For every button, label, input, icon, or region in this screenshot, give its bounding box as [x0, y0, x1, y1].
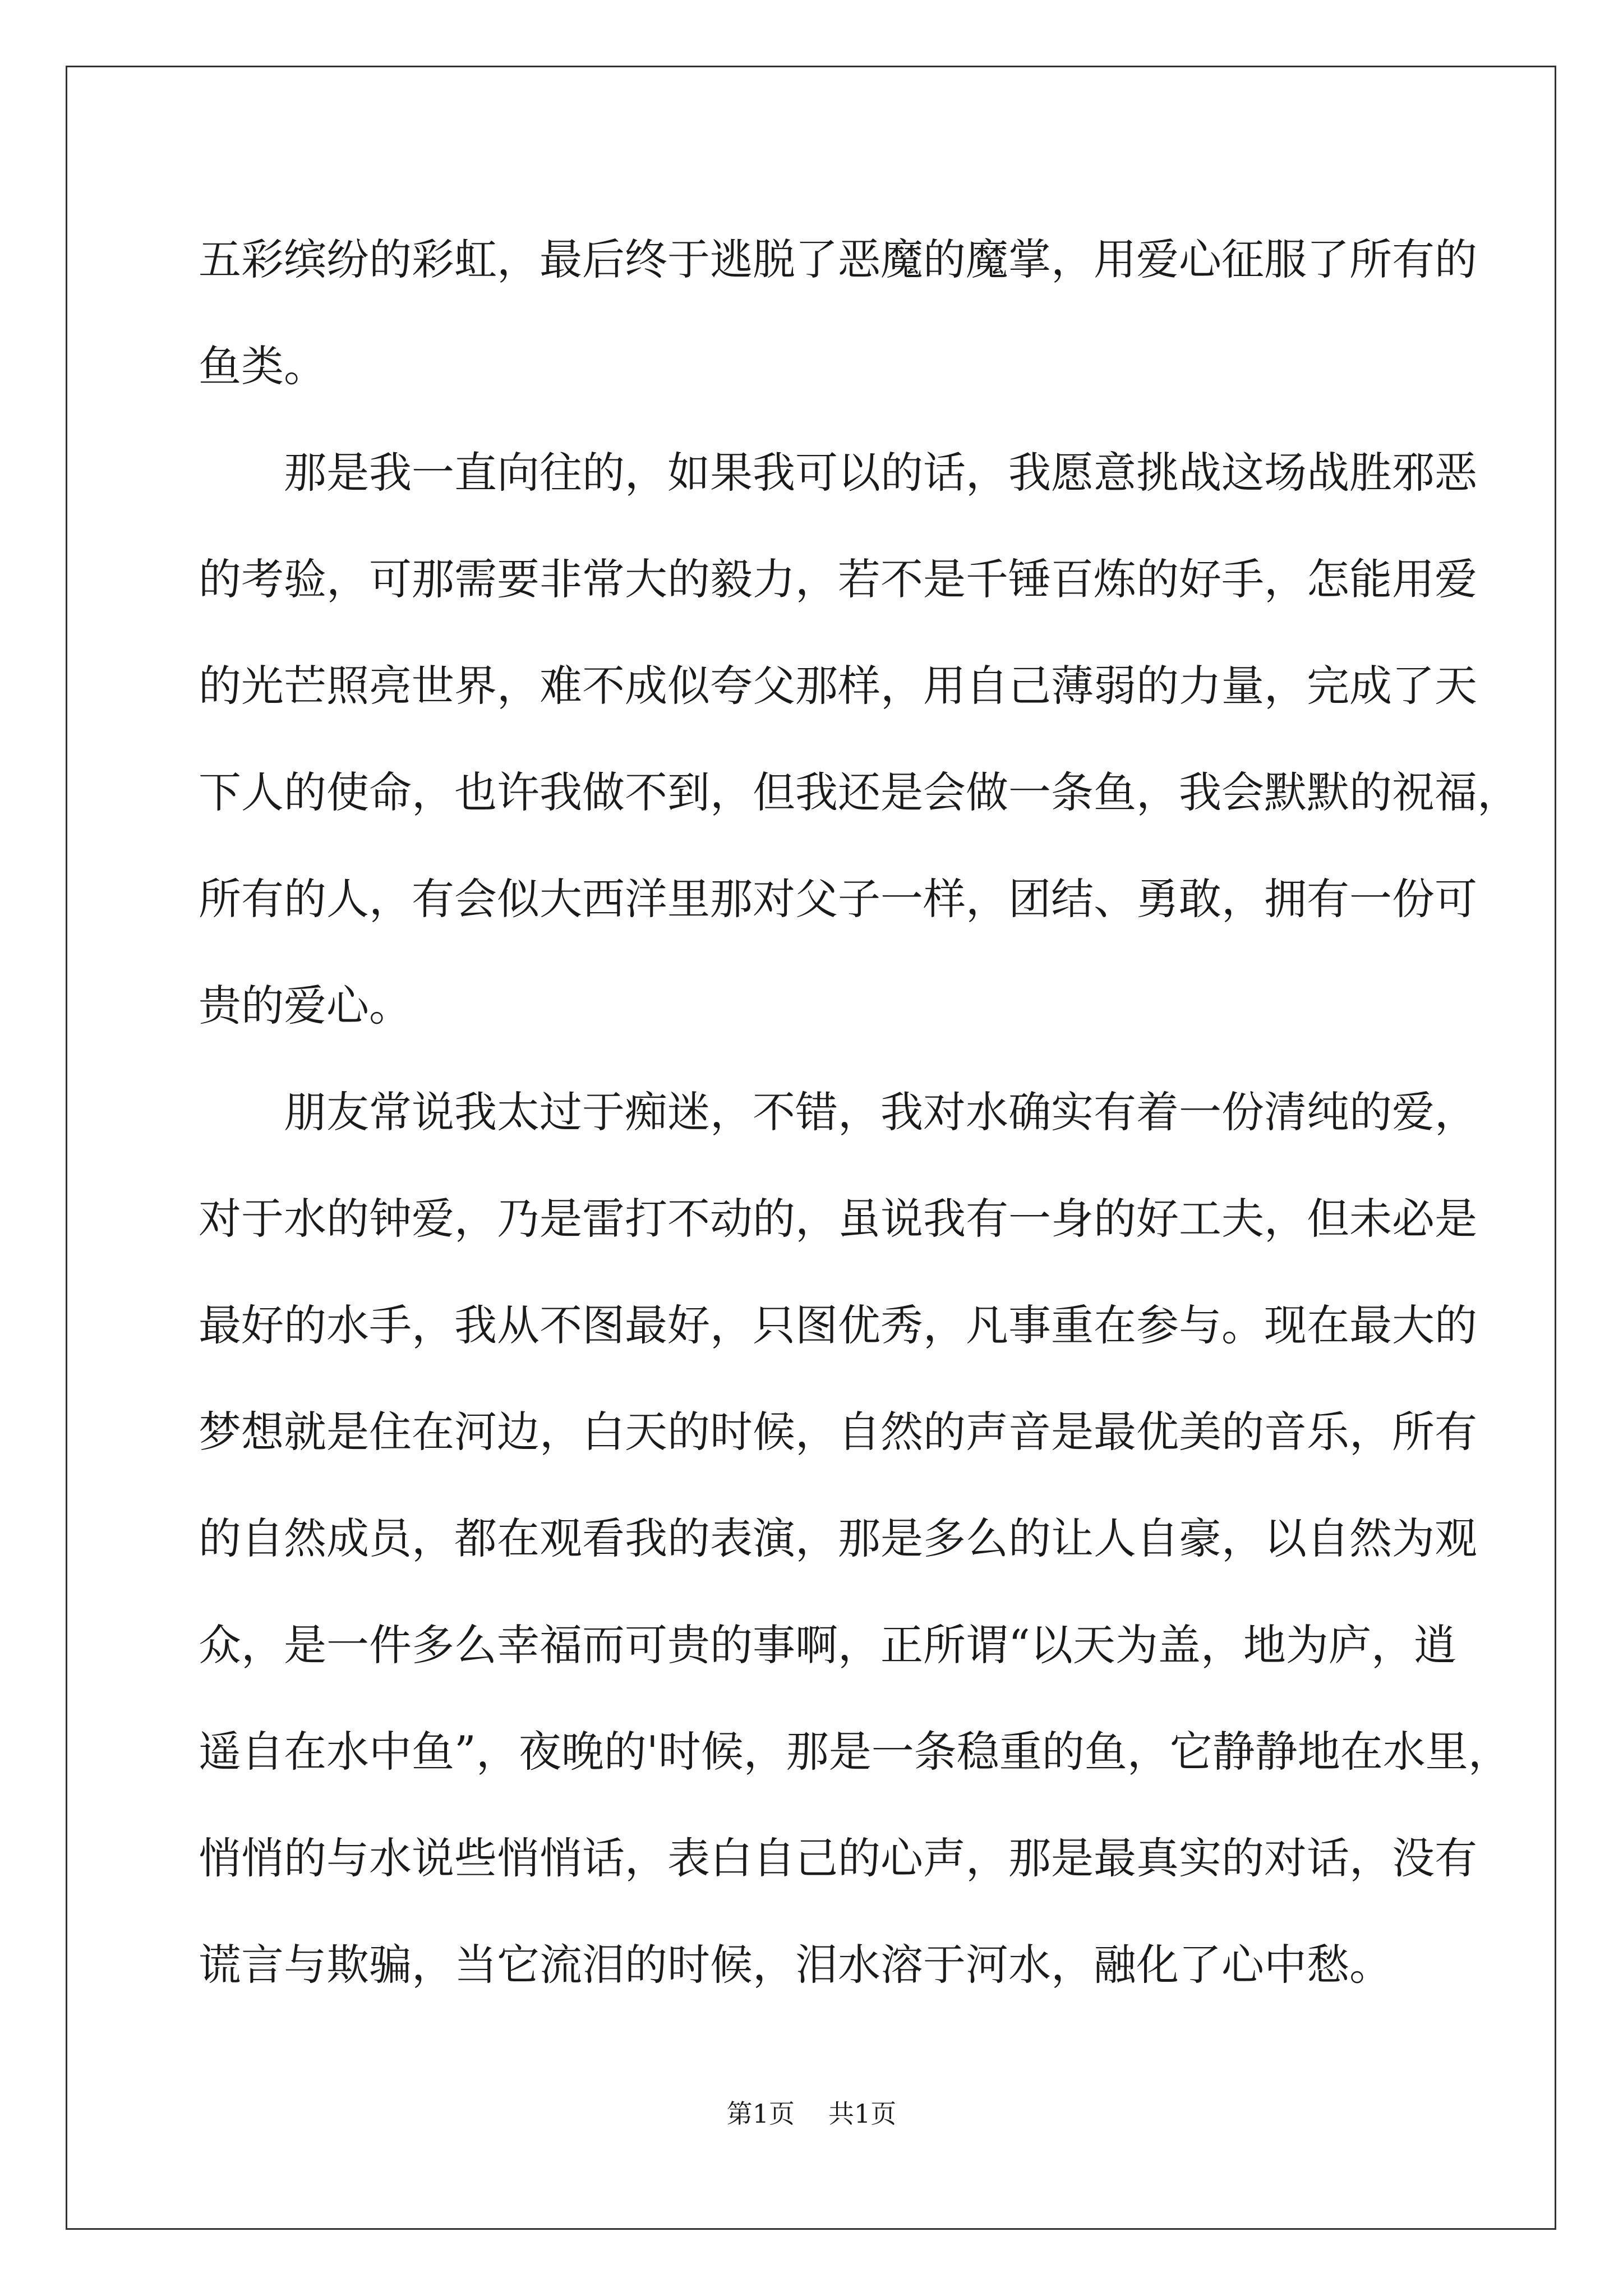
text-line: 所有的人，有会似大西洋里那对父子一样，团结、勇敢，拥有一份可	[199, 874, 1477, 924]
text-line: 朋友常说我太过于痴迷，不错，我对水确实有着一份清纯的爱，	[199, 1087, 1477, 1137]
text-line: 梦想就是住在河边，白天的时候，自然的声音是最优美的音乐，所有	[199, 1407, 1477, 1457]
text-line: 悄悄的与水说些悄悄话，表白自己的心声，那是最真实的对话，没有	[199, 1833, 1477, 1883]
text-line: 的光芒照亮世界，难不成似夸父那样，用自己薄弱的力量，完成了天	[199, 661, 1477, 711]
text-line: 谎言与欺骗，当它流泪的时候，泪水溶于河水，融化了心中愁。	[199, 1940, 1392, 1990]
text-line: 最好的水手，我从不图最好，只图优秀，凡事重在参与。现在最大的	[199, 1300, 1477, 1350]
text-line: 五彩缤纷的彩虹，最后终于逃脱了恶魔的魔掌，用爱心征服了所有的	[199, 234, 1477, 284]
text-line: 那是我一直向往的，如果我可以的话，我愿意挑战这场战胜邪恶	[199, 448, 1477, 498]
text-line: 鱼类。	[199, 341, 326, 391]
text-line: 下人的使命，也许我做不到，但我还是会做一条鱼，我会默默的祝福，	[199, 767, 1520, 817]
page-number: 第1页	[726, 2099, 795, 2129]
text-line: 遥自在水中鱼”，夜晚的'时候，那是一条稳重的鱼，它静静地在水里，	[199, 1727, 1511, 1777]
text-line: 众，是一件多么幸福而可贵的事啊，正所谓“以天为盖，地为庐，逍	[199, 1620, 1456, 1670]
page-footer	[0, 2097, 1623, 2131]
document-body	[199, 206, 1520, 2018]
text-line: 的考验，可那需要非常大的毅力，若不是千锤百炼的好手，怎能用爱	[199, 554, 1477, 604]
text-line: 贵的爱心。	[199, 981, 412, 1030]
text-line: 的自然成员，都在观看我的表演，那是多么的让人自豪，以自然为观	[199, 1513, 1477, 1563]
total-pages: 共1页	[828, 2099, 897, 2129]
text-line: 对于水的钟爱，乃是雷打不动的，虽说我有一身的好工夫，但未必是	[199, 1194, 1477, 1244]
